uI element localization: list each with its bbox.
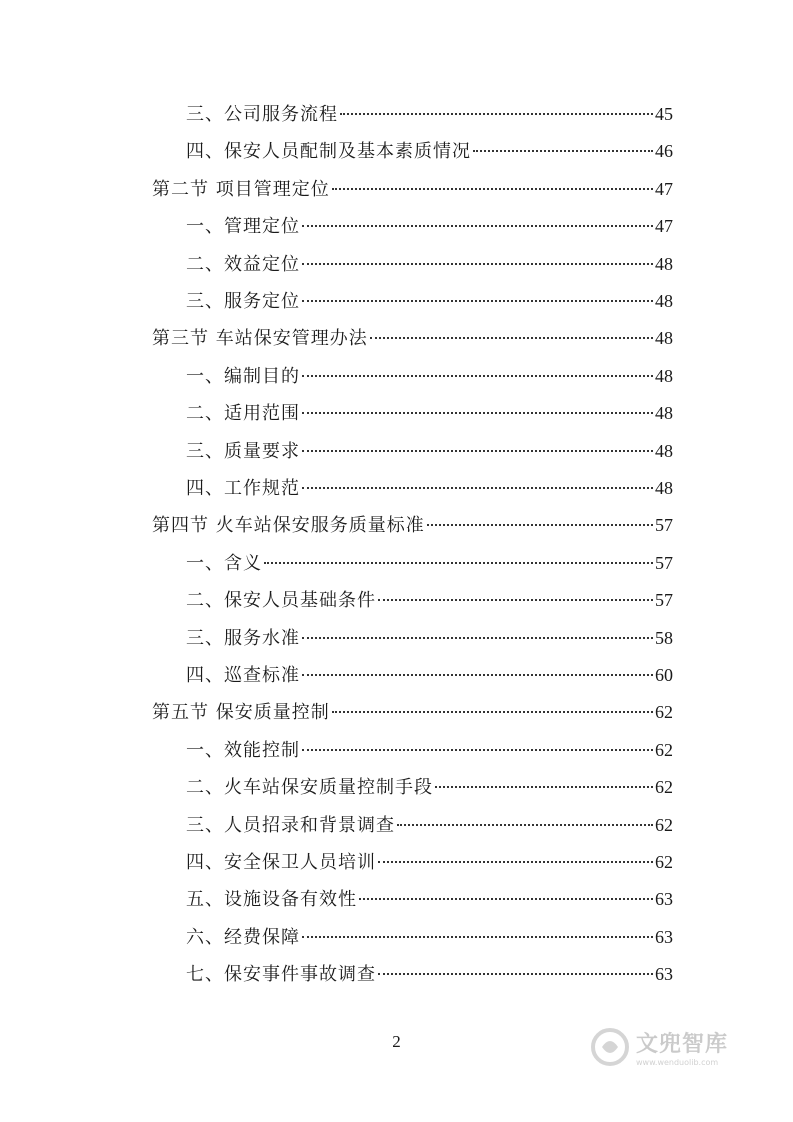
toc-dot-leader <box>302 936 653 938</box>
toc-entry-page: 57 <box>655 590 673 611</box>
toc-entry[interactable] <box>186 736 673 764</box>
toc-entry-label: 四、工作规范 <box>186 478 300 499</box>
toc-dot-leader <box>378 599 653 601</box>
toc-entry-label: 三、服务定位 <box>186 291 300 312</box>
toc-entry-label: 七、保安事件事故调查 <box>186 964 376 986</box>
toc-entry[interactable] <box>186 474 673 502</box>
toc-entry-page: 48 <box>655 253 673 274</box>
watermark-title: 文兜智库 <box>636 1032 729 1057</box>
toc-dot-leader <box>302 375 653 377</box>
toc-entry-label: 三、质量要求 <box>186 440 300 462</box>
toc-entry-page: 46 <box>655 141 673 162</box>
toc-entry[interactable] <box>186 661 673 689</box>
toc-entry-label: 三、公司服务流程 <box>186 104 338 125</box>
toc-entry-page: 48 <box>655 365 673 386</box>
toc-entry-label: 二、效益定位 <box>186 253 300 275</box>
toc-entry-page: 57 <box>655 552 673 573</box>
toc-entry[interactable] <box>186 885 673 913</box>
toc-entry[interactable] <box>186 773 673 801</box>
toc-dot-leader <box>332 711 653 713</box>
toc-dot-leader <box>427 524 653 526</box>
toc-entry[interactable] <box>186 586 673 614</box>
toc-dot-leader <box>302 749 653 751</box>
toc-entry[interactable] <box>186 250 673 278</box>
toc-entry-label: 第五节 保安质量控制 <box>152 702 330 724</box>
toc-dot-leader <box>397 824 653 826</box>
toc-entry[interactable] <box>152 175 673 203</box>
toc-entry-page: 62 <box>655 739 673 760</box>
toc-entry-page: 48 <box>655 440 673 461</box>
toc-entry[interactable] <box>152 324 673 352</box>
toc-dot-leader <box>370 337 653 339</box>
toc-dot-leader <box>435 786 653 788</box>
toc-dot-leader <box>264 562 653 564</box>
toc-dot-leader <box>378 973 653 975</box>
toc-entry-label: 一、效能控制 <box>186 739 300 761</box>
toc-dot-leader <box>332 188 653 190</box>
toc-entry-label: 四、保安人员配制及基本素质情况 <box>186 141 471 163</box>
toc-entry-page: 63 <box>655 964 673 985</box>
toc-entry[interactable] <box>186 362 673 390</box>
toc-dot-leader <box>378 861 653 863</box>
toc-entry-page: 45 <box>655 104 673 124</box>
toc-entry[interactable] <box>186 399 673 427</box>
watermark <box>590 1020 760 1074</box>
toc-entry-page: 63 <box>655 889 673 910</box>
toc-entry-page: 62 <box>655 702 673 723</box>
toc-entry-label: 一、管理定位 <box>186 216 300 238</box>
toc-entry[interactable] <box>152 511 673 539</box>
toc-entry[interactable] <box>186 811 673 839</box>
toc-entry[interactable] <box>186 549 673 577</box>
toc-entry[interactable] <box>186 624 673 652</box>
toc-entry-page: 58 <box>655 627 673 648</box>
toc-entry-page: 48 <box>655 291 673 311</box>
watermark-url: www.wenduolib.com <box>636 1058 719 1067</box>
wendou-logo-icon <box>590 1027 630 1067</box>
toc-entry-label: 四、安全保卫人员培训 <box>186 852 376 873</box>
toc-entry-label: 二、保安人员基础条件 <box>186 590 376 612</box>
toc-entry[interactable] <box>186 287 673 315</box>
toc-entry[interactable] <box>186 923 673 951</box>
toc-entry-page: 62 <box>655 777 673 798</box>
toc-dot-leader <box>302 674 653 676</box>
toc-entry-page: 63 <box>655 926 673 947</box>
toc-entry-label: 第三节 车站保安管理办法 <box>152 328 368 350</box>
toc-entry-label: 一、编制目的 <box>186 365 300 387</box>
page-number: 2 <box>392 1032 401 1051</box>
toc-entry-label: 第四节 火车站保安服务质量标准 <box>152 515 425 537</box>
toc-entry-page: 47 <box>655 216 673 237</box>
toc-dot-leader <box>359 898 653 900</box>
toc-entry-label: 六、经费保障 <box>186 926 300 948</box>
toc-entry-label: 二、火车站保安质量控制手段 <box>186 777 433 799</box>
toc-dot-leader <box>473 150 653 152</box>
toc-dot-leader <box>302 450 653 452</box>
toc-entry-page: 62 <box>655 852 673 872</box>
toc-entry-page: 48 <box>655 403 673 424</box>
toc-entry-label: 五、设施设备有效性 <box>186 889 357 911</box>
toc-entry[interactable] <box>186 100 673 128</box>
toc-entry-page: 48 <box>655 478 673 498</box>
toc-entry-label: 四、巡查标准 <box>186 665 300 686</box>
toc-dot-leader <box>302 300 653 302</box>
toc-entry-label: 三、人员招录和背景调查 <box>186 814 395 836</box>
toc-entry-page: 57 <box>655 515 673 536</box>
toc-entry-page: 62 <box>655 814 673 835</box>
toc-dot-leader <box>302 637 653 639</box>
toc-entry[interactable] <box>186 212 673 240</box>
toc-dot-leader <box>302 487 653 489</box>
toc-entry-label: 一、含义 <box>186 552 262 574</box>
toc-entry[interactable] <box>152 698 673 726</box>
toc-entry-label: 三、服务水准 <box>186 627 300 649</box>
toc-dot-leader <box>302 263 653 265</box>
toc-dot-leader <box>340 113 653 115</box>
toc-entry-label: 第二节 项目管理定位 <box>152 178 330 200</box>
toc-entry[interactable] <box>186 960 673 988</box>
toc-dot-leader <box>302 225 653 227</box>
toc-entry[interactable] <box>186 437 673 465</box>
toc-entry[interactable] <box>186 848 673 876</box>
toc-dot-leader <box>302 412 653 414</box>
toc-entry[interactable] <box>186 137 673 165</box>
toc-entry-page: 60 <box>655 665 673 685</box>
toc-entry-label: 二、适用范围 <box>186 403 300 425</box>
toc-entry-page: 47 <box>655 178 673 199</box>
toc-entry-page: 48 <box>655 328 673 349</box>
